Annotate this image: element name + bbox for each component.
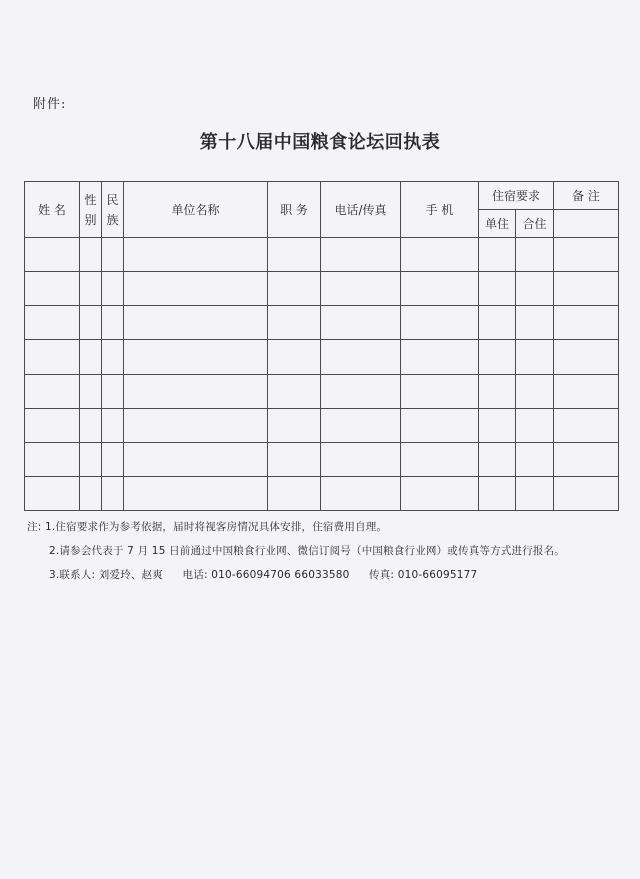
header-name: 姓 名 [25, 182, 80, 238]
table-cell[interactable] [479, 340, 516, 374]
header-mobile: 手 机 [401, 182, 479, 238]
header-gender-bottom: 别 [84, 212, 97, 227]
table-row [25, 408, 619, 442]
table-cell[interactable] [124, 408, 268, 442]
table-cell[interactable] [554, 408, 619, 442]
table-cell[interactable] [554, 442, 619, 476]
header-accommodation: 住宿要求 [479, 182, 554, 210]
table-row [25, 476, 619, 510]
table-cell[interactable] [80, 272, 102, 306]
table-cell[interactable] [321, 238, 401, 272]
header-remarks-sub [554, 210, 619, 238]
table-cell[interactable] [268, 340, 321, 374]
table-cell[interactable] [124, 238, 268, 272]
table-cell[interactable] [25, 408, 80, 442]
table-row [25, 442, 619, 476]
table-row [25, 340, 619, 374]
table-cell[interactable] [80, 374, 102, 408]
header-ethnicity-bottom: 族 [106, 212, 119, 227]
table-cell[interactable] [268, 238, 321, 272]
table-cell[interactable] [554, 340, 619, 374]
table-row [25, 272, 619, 306]
note-3-fax: 传真: 010-66095177 [369, 569, 478, 581]
table-cell[interactable] [479, 272, 516, 306]
table-cell[interactable] [102, 374, 124, 408]
attachment-label: 附件: [33, 97, 67, 112]
header-phone-fax: 电话/传真 [321, 182, 401, 238]
table-cell[interactable] [80, 476, 102, 510]
table-cell[interactable] [268, 272, 321, 306]
table-cell[interactable] [124, 442, 268, 476]
header-gender [80, 182, 102, 238]
table-cell[interactable] [401, 306, 479, 340]
table-cell[interactable] [321, 306, 401, 340]
table-cell[interactable] [124, 476, 268, 510]
table-cell[interactable] [516, 340, 554, 374]
table-cell[interactable] [321, 340, 401, 374]
table-cell[interactable] [401, 442, 479, 476]
reply-form-table [24, 181, 619, 511]
table-cell[interactable] [516, 476, 554, 510]
table-cell[interactable] [479, 238, 516, 272]
table-cell[interactable] [401, 374, 479, 408]
table-cell[interactable] [479, 374, 516, 408]
table-cell[interactable] [25, 272, 80, 306]
table-cell[interactable] [268, 408, 321, 442]
table-cell[interactable] [268, 306, 321, 340]
form-title: 第十八届中国粮食论坛回执表 [199, 132, 441, 153]
table-cell[interactable] [516, 306, 554, 340]
table-cell[interactable] [321, 476, 401, 510]
table-cell[interactable] [80, 408, 102, 442]
table-cell[interactable] [102, 272, 124, 306]
table-cell[interactable] [102, 306, 124, 340]
table-row [25, 374, 619, 408]
note-2: 2.请参会代表于 7 月 15 日前通过中国粮食行业网、微信订阅号（中国粮食行业网）或传真等方式进行报名。 [49, 545, 566, 557]
table-cell[interactable] [268, 374, 321, 408]
table-cell[interactable] [268, 476, 321, 510]
table-cell[interactable] [124, 272, 268, 306]
table-cell[interactable] [268, 442, 321, 476]
table-cell[interactable] [102, 408, 124, 442]
header-remarks: 备 注 [554, 182, 619, 210]
header-shared: 合住 [516, 210, 554, 238]
header-gender-top: 性 [84, 192, 97, 207]
table-cell[interactable] [401, 408, 479, 442]
table-cell[interactable] [124, 374, 268, 408]
header-ethnicity [102, 182, 124, 238]
table-cell[interactable] [554, 272, 619, 306]
table-cell[interactable] [479, 408, 516, 442]
table-cell[interactable] [554, 374, 619, 408]
table-cell[interactable] [102, 476, 124, 510]
table-cell[interactable] [401, 272, 479, 306]
table-cell[interactable] [25, 306, 80, 340]
note-3-contact: 3.联系人: 刘爱玲、赵爽 [49, 569, 163, 581]
header-ethnicity-top: 民 [106, 192, 119, 207]
table-cell[interactable] [80, 340, 102, 374]
table-cell[interactable] [25, 238, 80, 272]
table-cell[interactable] [124, 340, 268, 374]
note-1: 1.住宿要求作为参考依据，届时将视客房情况具体安排，住宿费用自理。 [45, 521, 388, 533]
table-cell[interactable] [554, 306, 619, 340]
table-cell[interactable] [25, 340, 80, 374]
notes-prefix: 注: [27, 521, 42, 533]
table-cell[interactable] [25, 374, 80, 408]
table-cell[interactable] [321, 442, 401, 476]
table-cell[interactable] [479, 442, 516, 476]
table-cell[interactable] [516, 238, 554, 272]
table-cell[interactable] [80, 306, 102, 340]
table-cell[interactable] [321, 374, 401, 408]
table-cell[interactable] [80, 238, 102, 272]
notes [27, 515, 565, 587]
table-cell[interactable] [25, 476, 80, 510]
table-cell[interactable] [479, 476, 516, 510]
table-cell[interactable] [516, 408, 554, 442]
table-row [25, 306, 619, 340]
header-organization: 单位名称 [124, 182, 268, 238]
table-cell[interactable] [401, 476, 479, 510]
table-cell[interactable] [102, 340, 124, 374]
table-cell[interactable] [401, 238, 479, 272]
table-cell[interactable] [80, 442, 102, 476]
header-position: 职 务 [268, 182, 321, 238]
table-cell[interactable] [401, 340, 479, 374]
table-cell[interactable] [479, 306, 516, 340]
table-cell[interactable] [554, 476, 619, 510]
table-cell[interactable] [554, 238, 619, 272]
table-cell[interactable] [102, 238, 124, 272]
note-3-phone: 电话: 010-66094706 66033580 [182, 569, 350, 581]
table-cell[interactable] [102, 442, 124, 476]
table-cell[interactable] [516, 374, 554, 408]
header-single: 单住 [479, 210, 516, 238]
table-cell[interactable] [321, 408, 401, 442]
table-cell[interactable] [321, 272, 401, 306]
table-cell[interactable] [124, 306, 268, 340]
table-cell[interactable] [516, 442, 554, 476]
table-row [25, 238, 619, 272]
table-cell[interactable] [25, 442, 80, 476]
table-cell[interactable] [516, 272, 554, 306]
